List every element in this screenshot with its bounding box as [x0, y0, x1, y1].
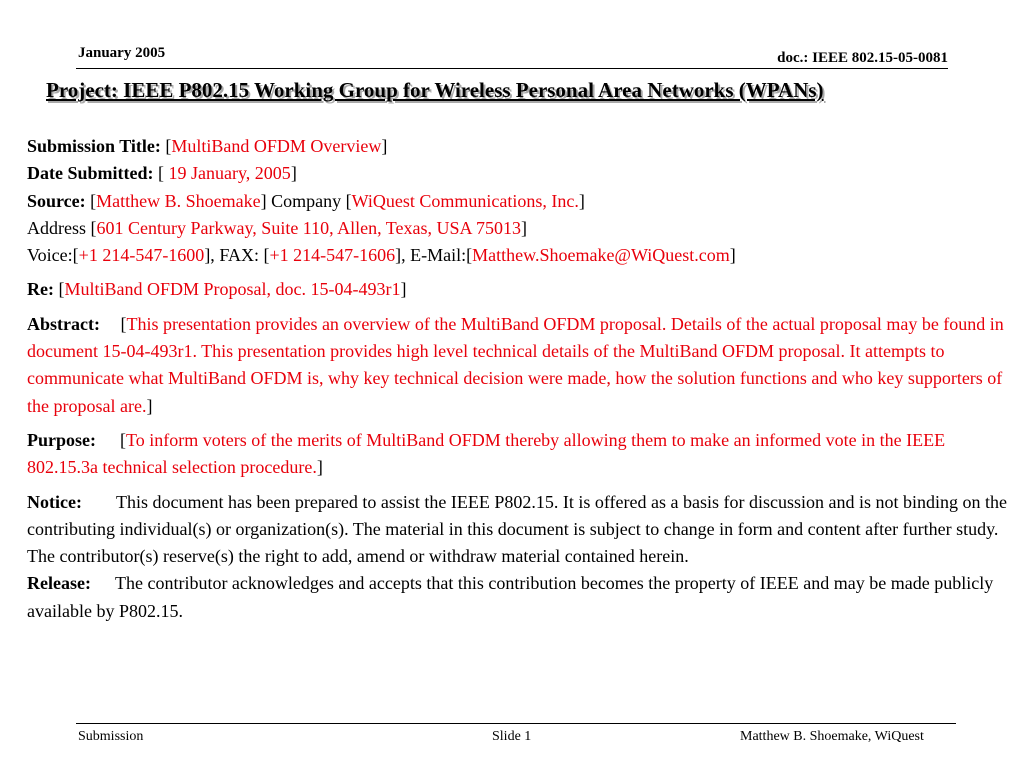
- source-value: Matthew B. Shoemake: [96, 190, 261, 211]
- submission-body: [27, 133, 1017, 625]
- voice-label: Voice:: [27, 245, 73, 266]
- release-text: The contributor acknowledges and accepts that this contribution becomes the property of IEEE and may be made publicly available by P802.15.: [27, 573, 994, 621]
- company-label: Company: [271, 190, 342, 211]
- submission-title-label: Submission Title:: [27, 136, 161, 156]
- notice-text: This document has been prepared to assist the IEEE P802.15. It is offered as a basis for discussion and is not binding on the contributing individual(s) or organization(s). The material in this document is subject to change in form and content after further study. The contributor(s) reserve(s) the right to add, amend or withdraw material contained herein.: [27, 491, 1007, 567]
- date-submitted-line: Date Submitted: [ 19 January, 2005]: [27, 163, 297, 184]
- notice-paragraph: [27, 489, 1017, 571]
- release-paragraph: [27, 570, 1017, 625]
- date-submitted-label: Date Submitted:: [27, 163, 154, 184]
- footer-submission: Submission: [78, 729, 144, 744]
- source-label: Source:: [27, 190, 86, 211]
- address-label: Address: [27, 217, 86, 238]
- abstract-label: Abstract:: [27, 313, 100, 334]
- release-label: Release:: [27, 573, 91, 594]
- fax-label: FAX:: [219, 245, 259, 266]
- purpose-value: To inform voters of the merits of MultiBand OFDM thereby allowing them to make an informed vote in the IEEE 802.15.3a technical selection procedure.: [27, 429, 946, 478]
- email-value: Matthew.Shoemake@WiQuest.com: [472, 245, 730, 266]
- footer-divider: [76, 723, 956, 724]
- project-title: Project: IEEE P802.15 Working Group for Wireless Personal Area Networks (WPANs): [46, 78, 824, 102]
- address-value: 601 Century Parkway, Suite 110, Allen, Texas, USA 75013: [96, 217, 522, 238]
- header-doc-id: doc.: IEEE 802.15-05-0081: [777, 50, 948, 66]
- voice-value: +1 214-547-1600: [78, 245, 205, 266]
- header-date: January 2005: [78, 45, 166, 61]
- contact-line: Voice:[+1 214-547-1600], FAX: [+1 214-547-1606], E-Mail:[Matthew.Shoemake@WiQuest.com]: [27, 245, 736, 266]
- address-line: Address [601 Century Parkway, Suite 110, Allen, Texas, USA 75013]: [27, 217, 528, 238]
- submission-title-line: Submission Title: [MultiBand OFDM Overview]: [27, 136, 388, 156]
- footer-slide-number: Slide 1: [492, 729, 532, 744]
- purpose-label: Purpose:: [27, 429, 96, 450]
- submission-title-value: MultiBand OFDM Overview: [171, 136, 382, 156]
- source-line: Source: [Matthew B. Shoemake] Company [WiQuest Communications, Inc.]: [27, 190, 585, 211]
- abstract-paragraph: Abstract: [This presentation provides an overview of the MultiBand OFDM proposal. Details of the actual proposal may be found in document 15-04-493r1. This presentation provides high level technical details of the MultiBand OFDM proposal. It attempts to communicate what MultiBand OFDM is, why key technical decision were made, how the solution functions and who key supporters of the proposal are.]: [27, 313, 1004, 416]
- footer-author: Matthew B. Shoemake, WiQuest: [740, 729, 924, 744]
- re-label: Re:: [27, 279, 54, 300]
- re-line: Re: [MultiBand OFDM Proposal, doc. 15-04-493r1]: [27, 279, 407, 300]
- abstract-value: This presentation provides an overview of the MultiBand OFDM proposal. Details of the actual proposal may be found in document 15-04-493r1. This presentation provides high level technical details of the MultiBand OFDM proposal. It attempts to communicate what MultiBand OFDM is, why key technical decision were made, how the solution functions and who key supporters of the proposal are.: [27, 313, 1004, 416]
- fax-value: +1 214-547-1606: [269, 245, 396, 266]
- date-submitted-value: 19 January, 2005: [164, 163, 291, 184]
- header-divider: [76, 68, 948, 69]
- re-value: MultiBand OFDM Proposal, doc. 15-04-493r1: [64, 279, 401, 300]
- company-value: WiQuest Communications, Inc.: [351, 190, 579, 211]
- notice-label: Notice:: [27, 491, 82, 512]
- purpose-paragraph: Purpose: [To inform voters of the merits of MultiBand OFDM thereby allowing them to make an informed vote in the IEEE 802.15.3a technical selection procedure.]: [27, 429, 946, 478]
- email-label: E-Mail:: [410, 245, 467, 266]
